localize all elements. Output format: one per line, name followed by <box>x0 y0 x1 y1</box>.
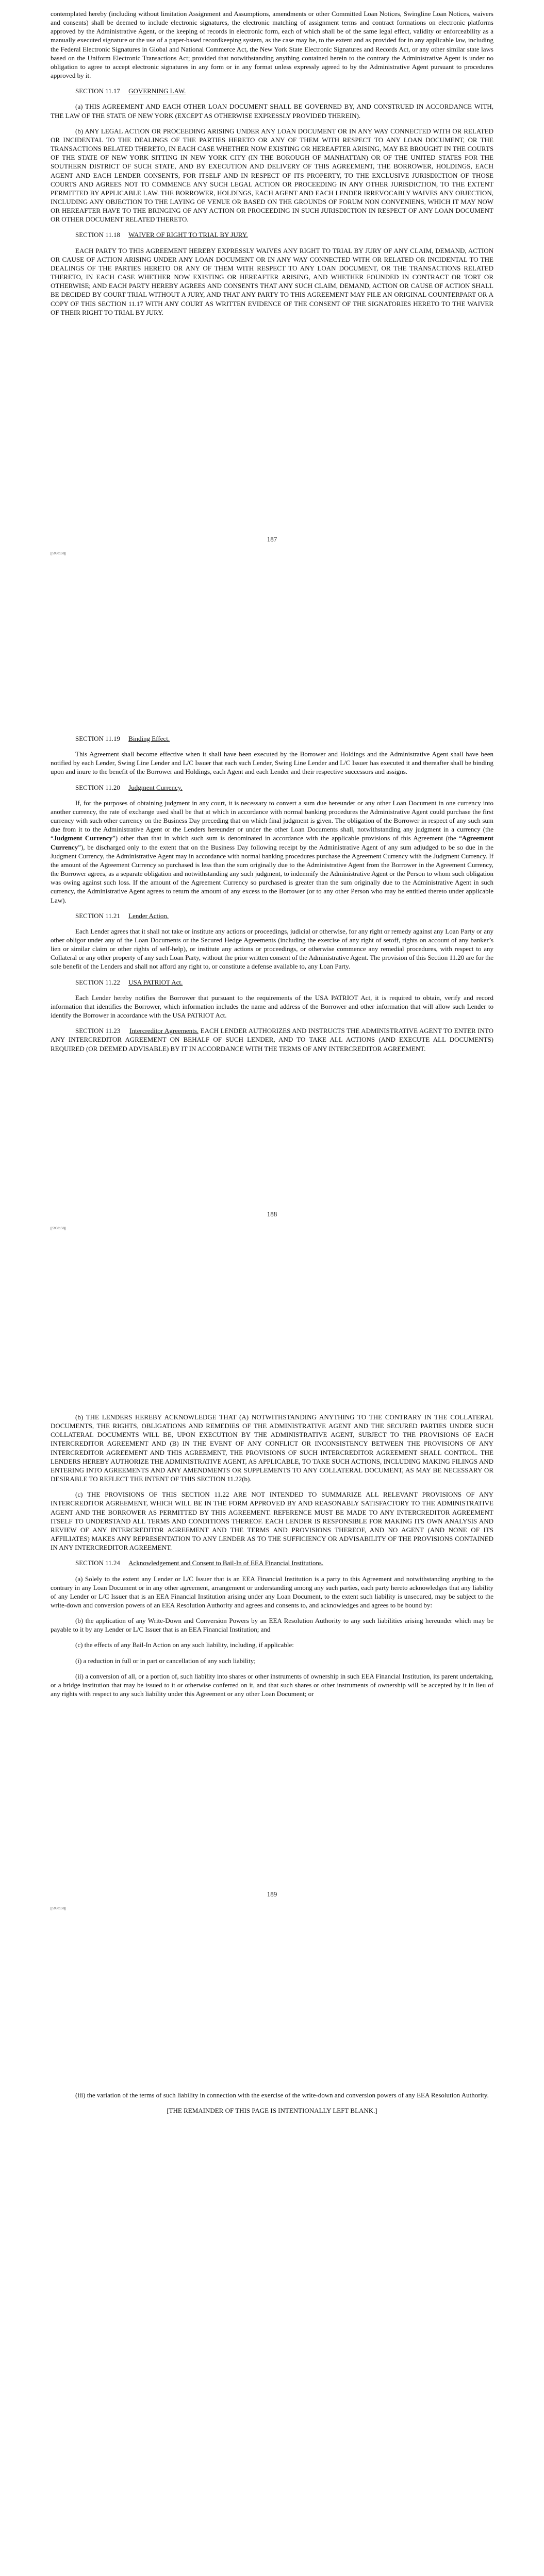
page-number: 189 <box>267 1890 277 1898</box>
section-11-22-heading <box>51 978 493 987</box>
page-number: 187 <box>267 535 277 543</box>
section-title: GOVERNING LAW. <box>128 87 186 95</box>
section-11-24-a: (a) Solely to the extent any Lender or L/C Issuer that is an EEA Financial Institution is a party to this Agreement and notwithstanding anything to the contrary in any Loan Document or in any other agreement, arrangement or understanding among any such parties, each party hereto acknowledges that any liability of any Lender or L/C Issuer that is an EEA Financial Institution arising under any Loan Document, to the extent such liability is unsecured, may be subject to the write-down and conversion powers of an EEA Resolution Authority and agrees and consents to, and acknowledges and agrees to be bound by: <box>51 1574 493 1609</box>
section-number: SECTION 11.19 <box>75 735 120 742</box>
body-text: ”), be discharged only to the extent that on the Business Day following receipt by the Administrative Agent of any sum adjudged to be so due in the Judgment Currency, the Administrative Agent may in accordance with normal banking procedures purchase the Agreement Currency with the Judgment Currency. If the amount of the Agreement Currency so purchased is less than the sum originally due to the Administrative Agent from the Borrower in the Agreement Currency, the Borrower agrees, as a separate obligation and notwithstanding any such judgment, to indemnify the Administrative Agent or the Person to whom such obligation was owing against such loss. If the amount of the Agreement Currency so purchased is greater than the sum originally due to the Administrative Agent in such currency, the Administrative Agent agrees to return the amount of any excess to the Borrower (or to any other Person who may be entitled thereto under applicable Law). <box>51 843 493 904</box>
section-11-23-b: (b) THE LENDERS HEREBY ACKNOWLEDGE THAT (A) NOTWITHSTANDING ANYTHING TO THE CONTRARY IN THE COLLATERAL DOCUMENTS, THE RIGHTS, OBLIGATIONS AND REMEDIES OF THE ADMINISTRATIVE AGENT AND THE SECURED PARTIES UNDER SUCH COLLATERAL DOCUMENTS WILL BE, UPON EXECUTION BY THE ADMINISTRATIVE AGENT, SUBJECT TO THE PROVISIONS OF EACH INTERCREDITOR AGREEMENT AND (B) IN THE EVENT OF ANY CONFLICT OR INCONSISTENCY BETWEEN THE PROVISIONS OF ANY INTERCREDITOR AGREEMENT AND THIS AGREEMENT, THE PROVISIONS OF SUCH INTERCREDITOR AGREEMENT SHALL CONTROL. THE LENDERS HEREBY AUTHORIZE THE ADMINISTRATIVE AGENT, AS APPLICABLE, TO TAKE SUCH ACTIONS, INCLUDING MAKING FILINGS AND ENTERING INTO AGREEMENTS AND ANY AMENDMENTS OR SUPPLEMENTS TO ANY COLLATERAL DOCUMENT, AS MAY BE NECESSARY OR DESIRABLE TO REFLECT THE INTENT OF THIS SECTION 11.22(b). <box>51 1413 493 1483</box>
section-title: Judgment Currency. <box>128 783 183 791</box>
section-11-24-c-i: (i) a reduction in full or in part or cancellation of any such liability; <box>75 1656 256 1665</box>
defined-term-agreement-currency: Agreement Currency <box>51 834 494 851</box>
section-11-17-b: (b) ANY LEGAL ACTION OR PROCEEDING ARISING UNDER ANY LOAN DOCUMENT OR IN ANY WAY CONNECTED WITH OR RELATED OR INCIDENTAL TO THE DEALINGS OF THE PARTIES HERETO OR ANY OF THEM WITH RESPECT TO ANY LOAN DOCUMENT, OR THE TRANSACTIONS RELATED THERETO, IN EACH CASE WHETHER NOW EXISTING OR HEREAFTER ARISING, MAY BE BROUGHT IN THE COURTS OF THE STATE OF NEW YORK SITTING IN NEW YORK CITY (IN THE BOROUGH OF MANHATTAN) OR OF THE UNITED STATES FOR THE SOUTHERN DISTRICT OF SUCH STATE, AND BY EXECUTION AND DELIVERY OF THIS AGREEMENT, THE BORROWER, HOLDINGS, EACH AGENT AND EACH LENDER CONSENTS, FOR ITSELF AND IN RESPECT OF ITS PROPERTY, TO THE EXCLUSIVE JURISDICTION OF THOSE COURTS AND AGREES NOT TO COMMENCE ANY SUCH LEGAL ACTION OR PROCEEDING IN ANY OTHER JURISDICTION, TO THE EXTENT PERMITTED BY APPLICABLE LAW. THE BORROWER, HOLDINGS, EACH AGENT AND EACH LENDER IRREVOCABLY WAIVES ANY OBJECTION, INCLUDING ANY OBJECTION TO THE LAYING OF VENUE OR BASED ON THE GROUNDS OF FORUM NON CONVENIENS, WHICH IT MAY NOW OR HEREAFTER HAVE TO THE BRINGING OF ANY ACTION OR PROCEEDING IN SUCH JURISDICTION IN RESPECT OF ANY LOAN DOCUMENT OR OTHER DOCUMENT RELATED THERETO. <box>51 127 493 224</box>
page-190 <box>0 2045 544 2576</box>
section-11-24-c-iii: (iii) the variation of the terms of such liability in connection with the exercise of the write-down and conversion powers of any EEA Resolution Authority. <box>75 2091 489 2099</box>
section-11-17-heading <box>51 87 493 95</box>
page-number: 188 <box>267 1210 277 1218</box>
blank-page-notice: [THE REMAINDER OF THIS PAGE IS INTENTIONALLY LEFT BLANK.] <box>167 2107 377 2115</box>
section-number: SECTION 11.22 <box>75 978 120 986</box>
section-11-23-c: (c) THE PROVISIONS OF THIS SECTION 11.22 ARE NOT INTENDED TO SUMMARIZE ALL RELEVANT PROVISIONS OF ANY INTERCREDITOR AGREEMENT, WHICH WILL BE IN THE FORM APPROVED BY AND REASONABLY SATISFACTORY TO THE ADMINISTRATIVE AGENT AND THE BORROWER AS PERMITTED BY THIS AGREEMENT. REFERENCE MUST BE MADE TO ANY INTERCREDITOR AGREEMENT ITSELF TO UNDERSTAND ALL TERMS AND CONDITIONS THEREOF. EACH LENDER IS RESPONSIBLE FOR MAKING ITS OWN ANALYSIS AND REVIEW OF ANY INTERCREDITOR AGREEMENT AND THE TERMS AND PROVISIONS THEREOF, AND NO AGENT (AND NONE OF ITS AFFILIATES) MAKES ANY REPRESENTATION TO ANY LENDER AS TO THE SUFFICIENCY OR ADVISABILITY OF THE PROVISIONS CONTAINED IN ANY INTERCREDITOR AGREEMENT. <box>51 1490 493 1552</box>
defined-term-judgment-currency: Judgment Currency <box>53 834 113 842</box>
page-189 <box>0 1365 544 2045</box>
section-11-24-b: (b) the application of any Write-Down and Conversion Powers by an EEA Resolution Authority to any such liabilities arising hereunder which may be payable to it by any Lender or L/C Issuer that is an EEA Financial Institution; and <box>51 1617 493 1634</box>
document-id: [[5950158]] <box>51 1907 67 1910</box>
section-title: Acknowledgement and Consent to Bail-In of EEA Financial Institutions. <box>128 1559 324 1567</box>
section-11-20-heading <box>51 783 493 792</box>
section-title: Intercreditor Agreements. <box>129 1027 199 1035</box>
section-11-22-body: Each Lender hereby notifies the Borrower that pursuant to the requirements of the USA PATRIOT Act, it is required to obtain, verify and record information that identifies the Borrower, which information includes the name and address of the Borrower and other information that will allow such Lender to identify the Borrower in accordance with the USA PATRIOT Act. <box>51 993 493 1020</box>
section-number: SECTION 11.24 <box>75 1559 120 1567</box>
section-11-23-a <box>51 1026 493 1053</box>
section-11-19-body: This Agreement shall become effective when it shall have been executed by the Borrower and Holdings and the Administrative Agent shall have been notified by each Lender, Swing Line Lender and L/C Issuer that each such Lender, Swing Line Lender and L/C Issuer has executed it and thereafter shall be binding upon and inure to the benefit of the Borrower and Holdings, each Agent and each Lender and their respective successors and assigns. <box>51 750 493 776</box>
section-title: WAIVER OF RIGHT TO TRIAL BY JURY. <box>128 231 248 239</box>
section-11-21-body: Each Lender agrees that it shall not take or institute any actions or proceedings, judicial or otherwise, for any right or remedy against any Loan Party or any other obligor under any of the Loan Documents or the Secured Hedge Agreements (including the exercise of any right of setoff, rights on account of any banker’s lien or similar claim or other rights of self-help), or institute any actions or proceedings, or otherwise commence any remedial procedures, with respect to any Collateral or any other property of any such Loan Party, without the prior written consent of the Administrative Agent. The provision of this Section 11.20 are for the sole benefit of the Lenders and shall not afford any right to, or constitute a defense available to, any Loan Party. <box>51 927 493 971</box>
page-188 <box>0 685 544 1365</box>
section-11-21-heading <box>51 911 493 920</box>
section-number: SECTION 11.17 <box>75 87 120 95</box>
document-id: [[5950158]] <box>51 552 67 555</box>
section-number: SECTION 11.23 <box>75 1027 121 1035</box>
section-11-18-heading <box>51 230 493 239</box>
section-number: SECTION 11.21 <box>75 911 120 920</box>
section-11-20-body <box>51 799 493 905</box>
section-title: Binding Effect. <box>128 735 170 742</box>
section-title: Lender Action. <box>128 911 169 920</box>
section-11-17-a: (a) THIS AGREEMENT AND EACH OTHER LOAN DOCUMENT SHALL BE GOVERNED BY, AND CONSTRUED IN ACCORDANCE WITH, THE LAW OF THE STATE OF NEW YORK (EXCEPT AS OTHERWISE EXPRESSLY PROVIDED THEREIN). <box>51 103 493 120</box>
section-11-18-body: EACH PARTY TO THIS AGREEMENT HEREBY EXPRESSLY WAIVES ANY RIGHT TO TRIAL BY JURY OF ANY CLAIM, DEMAND, ACTION OR CAUSE OF ACTION ARISING UNDER ANY LOAN DOCUMENT OR IN ANY WAY CONNECTED WITH OR RELATED OR INCIDENTAL TO THE DEALINGS OF THE PARTIES HERETO OR ANY OF THEM WITH RESPECT TO ANY LOAN DOCUMENT, OR THE TRANSACTIONS RELATED THERETO, IN EACH CASE WHETHER NOW EXISTING OR HEREAFTER ARISING, AND WHETHER FOUNDED IN CONTRACT OR TORT OR OTHERWISE; AND EACH PARTY HEREBY AGREES AND CONSENTS THAT ANY SUCH CLAIM, DEMAND, ACTION OR CAUSE OF ACTION SHALL BE DECIDED BY COURT TRIAL WITHOUT A JURY, AND THAT ANY PARTY TO THIS AGREEMENT MAY FILE AN ORIGINAL COUNTERPART OR A COPY OF THIS SECTION 11.17 WITH ANY COURT AS WRITTEN EVIDENCE OF THE CONSENT OF THE SIGNATORIES HERETO TO THE WAIVER OF THEIR RIGHT TO TRIAL BY JURY. <box>51 246 493 316</box>
body-text: EACH LENDER AUTHORIZES AND INSTRUCTS THE ADMINISTRATIVE AGENT TO ENTER INTO ANY INTERCREDITOR AGREEMENT ON BEHALF OF SUCH LENDER, AND TO TAKE ALL ACTIONS (AND EXECUTE ALL DOCUMENTS) REQUIRED (OR DEEMED ADVISABLE) BY IT IN ACCORDANCE WITH THE TERMS OF ANY INTERCREDITOR AGREEMENT. <box>51 1027 494 1053</box>
section-number: SECTION 11.18 <box>75 231 120 239</box>
section-11-24-c-ii: (ii) a conversion of all, or a portion of, such liability into shares or other instruments of ownership in such EEA Financial Institution, its parent undertaking, or a bridge institution that may be issued to it or otherwise conferred on it, and that such shares or other instruments of ownership will be accepted by it in lieu of any rights with respect to any such liability under this Agreement or any other Loan Document; or <box>51 1672 493 1698</box>
page-187 <box>0 0 544 685</box>
section-title: USA PATRIOT Act. <box>128 978 183 986</box>
section-11-24-heading <box>51 1558 493 1567</box>
section-11-19-heading <box>51 734 493 743</box>
body-text: If, for the purposes of obtaining judgment in any court, it is necessary to convert a sum due hereunder or any other Loan Document in one currency into another currency, the rate of exchange used shall be that at which in accordance with normal banking procedures the Administrative Agent could purchase the first currency with such other currency on the Business Day preceding that on which final judgment is given. The obligation of the Borrower in respect of any such sum due from it to the Administrative Agent or the Lenders hereunder or under the other Loan Documents shall, notwithstanding any judgment in a currency (the “ <box>51 799 493 842</box>
section-number: SECTION 11.20 <box>75 783 120 791</box>
document-id: [[5950158]] <box>51 1227 67 1230</box>
intro-paragraph: contemplated hereby (including without limitation Assignment and Assumptions, amendments or other Committed Loan Notices, Swingline Loan Notices, waivers and consents) shall be deemed to include electronic signatures, the electronic matching of assignment terms and contract formations on electronic platforms approved by the Administrative Agent, or the keeping of records in electronic form, each of which shall be of the same legal effect, validity or enforceability as a manually executed signature or the use of a paper-based recordkeeping system, as the case may be, to the extent and as provided for in any applicable law, including the Federal Electronic Signatures in Global and National Commerce Act, the New York State Electronic Signatures and Records Act, or any other similar state laws based on the Uniform Electronic Transactions Act; provided that notwithstanding anything contained herein to the contrary the Administrative Agent is under no obligation to agree to accept electronic signatures in any form or in any format unless expressly agreed to by the Administrative Agent pursuant to procedures approved by it. <box>51 10 493 80</box>
body-text: ”) other than that in which such sum is denominated in accordance with the applicable provisions of this Agreement (the “ <box>112 834 462 842</box>
section-11-24-c: (c) the effects of any Bail-In Action on any such liability, including, if applicable: <box>75 1641 294 1649</box>
